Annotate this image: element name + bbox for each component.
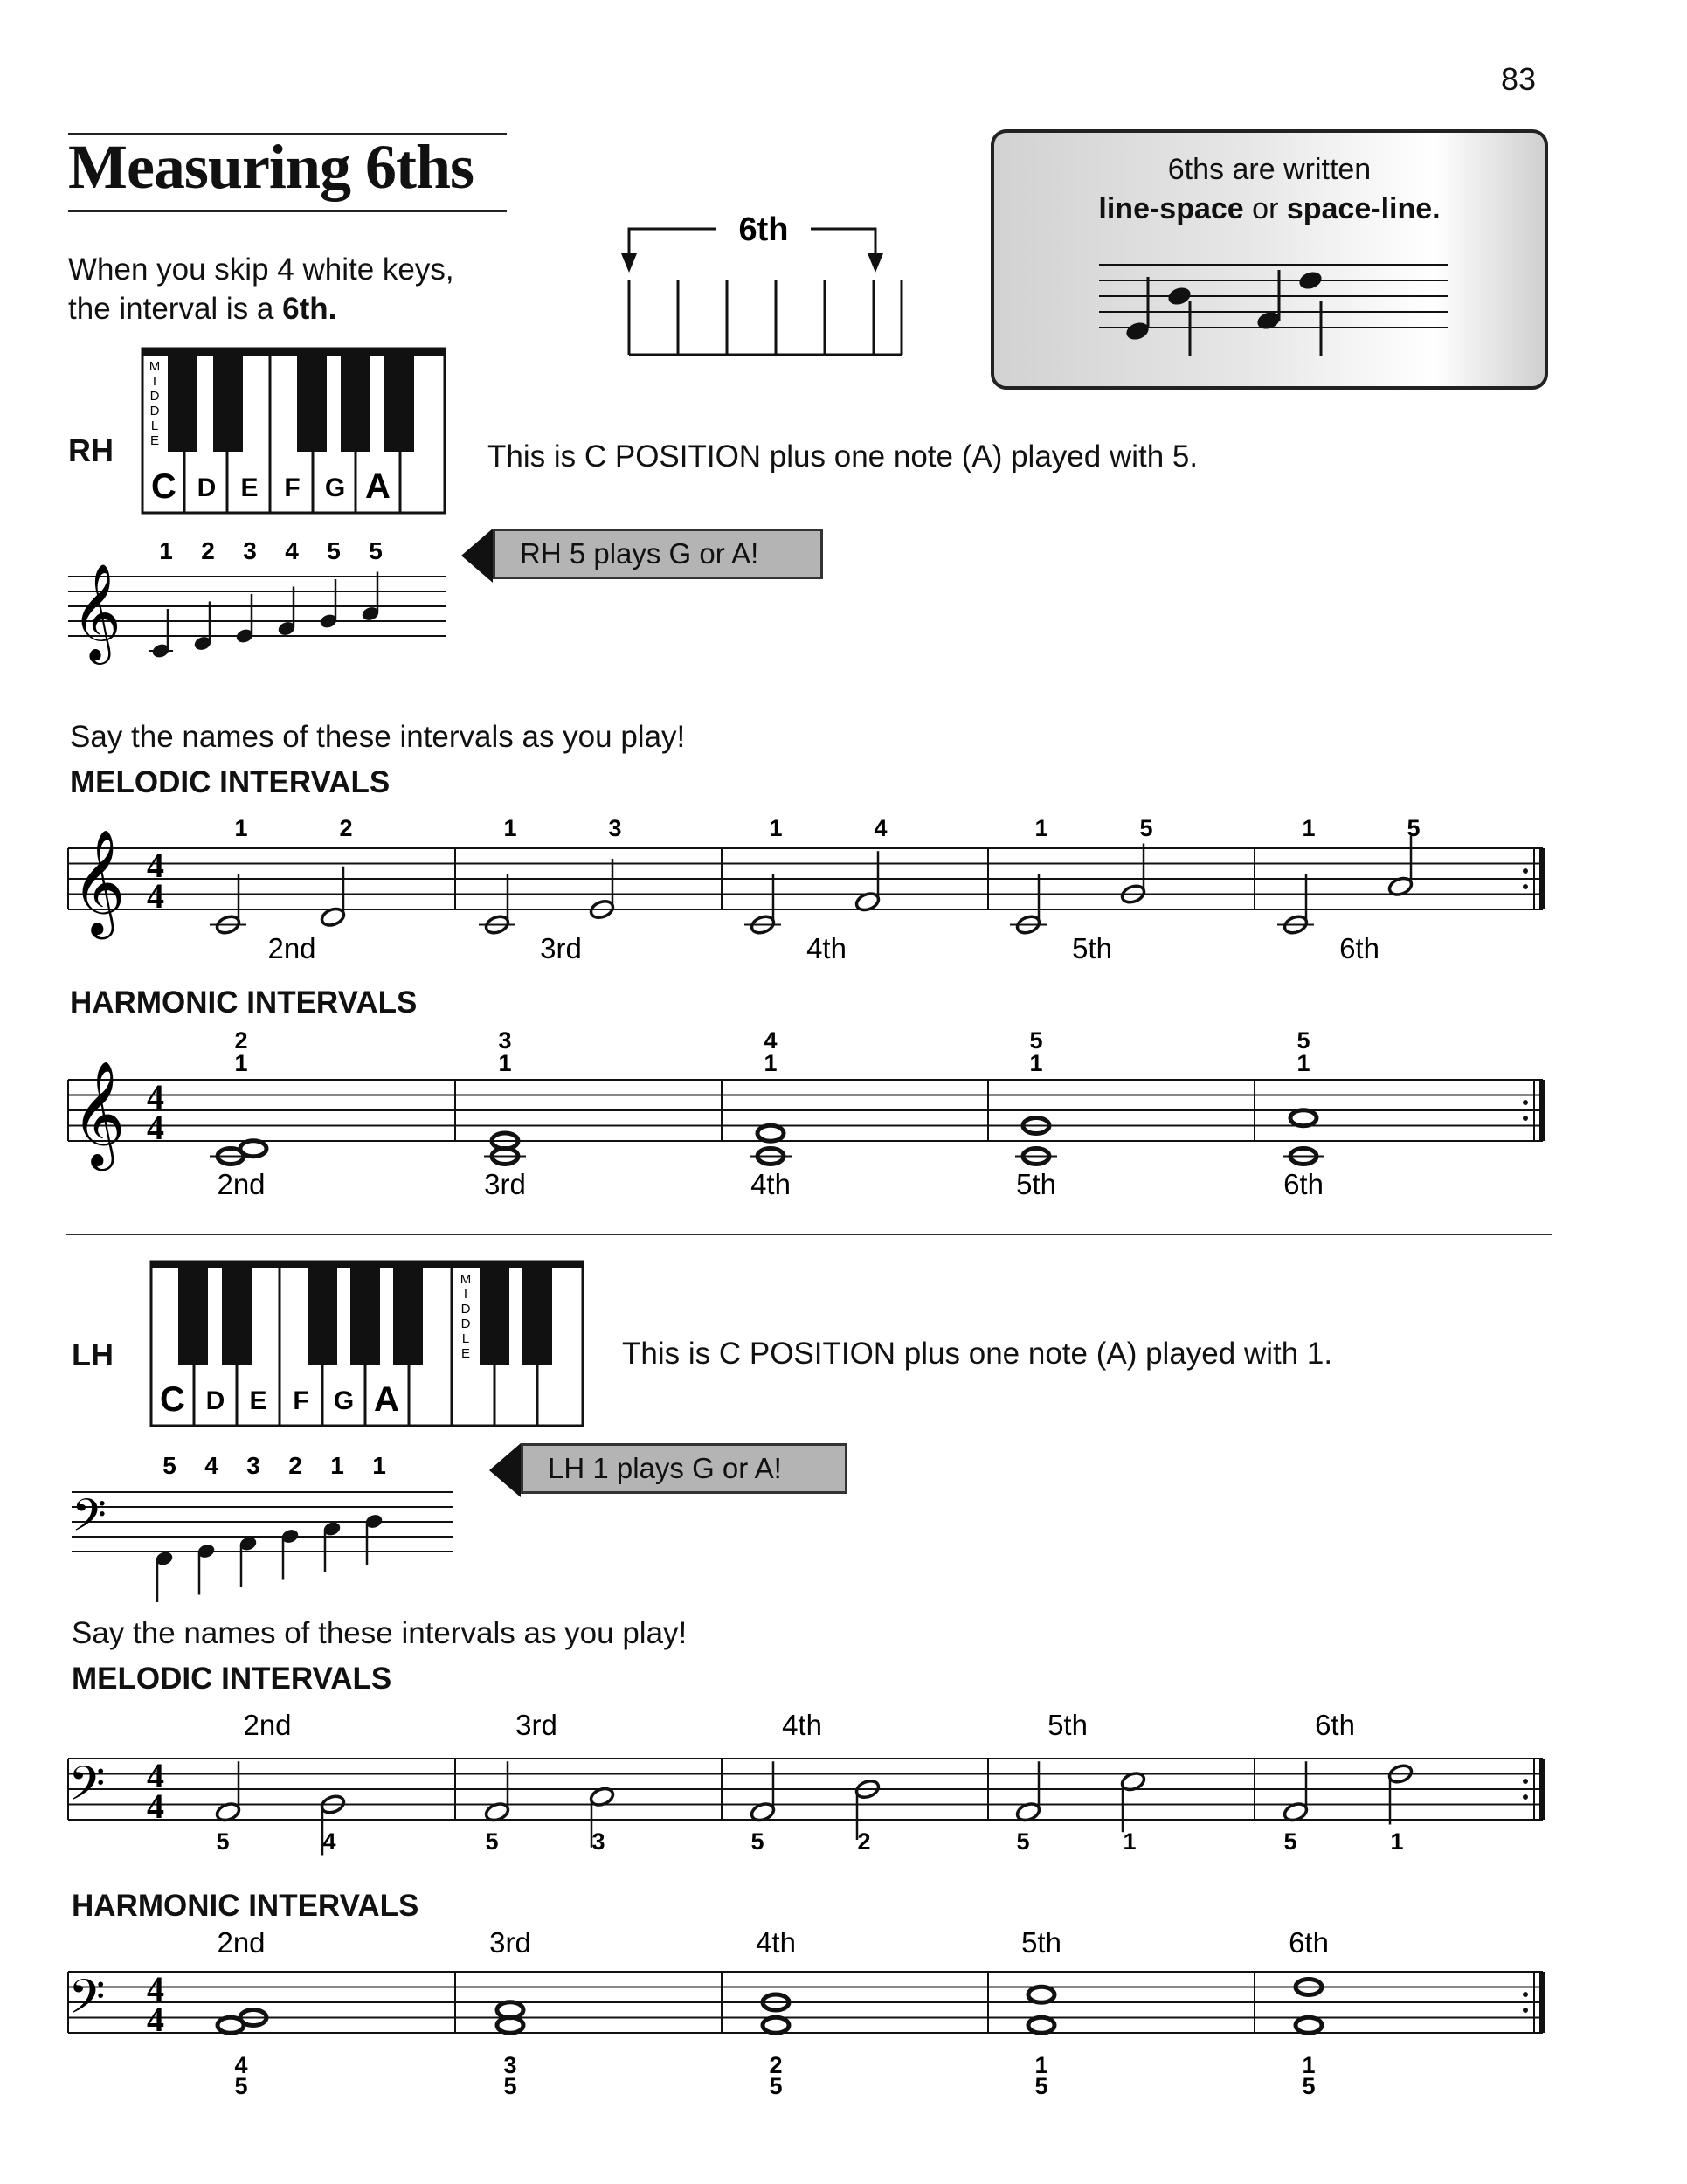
finger-number: 3 xyxy=(608,815,622,841)
interval-name: 4th xyxy=(782,1709,822,1741)
interval-name: 6th xyxy=(1283,1168,1324,1200)
page-title: Measuring 6ths xyxy=(68,132,474,202)
callout-staff xyxy=(1099,259,1448,356)
whole-note xyxy=(1028,1987,1054,2002)
finger-number: 5 xyxy=(485,1828,499,1855)
middle-label-letter: I xyxy=(463,1287,468,1302)
finger-number-bottom: 1 xyxy=(234,1050,248,1076)
time-signature-bottom: 4 xyxy=(147,1108,164,1147)
whole-note xyxy=(1290,1110,1317,1126)
finger-number: 1 xyxy=(1034,815,1048,841)
key-label: G xyxy=(333,1386,355,1415)
interval-name: 6th xyxy=(1289,1926,1329,1959)
treble-clef-icon: 𝄞 xyxy=(72,563,121,660)
whole-note xyxy=(757,1125,784,1141)
rh-label: RH xyxy=(68,432,114,468)
final-bar-thick xyxy=(1539,1080,1545,1141)
key-label: F xyxy=(284,473,301,502)
repeat-dot xyxy=(1523,1794,1528,1800)
lh-melodic-heading: MELODIC INTERVALS xyxy=(72,1662,392,1696)
callout-bold-2: space-line. xyxy=(1286,192,1441,225)
finger-number: 5 xyxy=(369,537,383,564)
middle-label-letter: E xyxy=(460,1346,471,1361)
key-label: D xyxy=(197,473,217,502)
finger-number: 4 xyxy=(285,537,299,564)
rh-tag-arrow-icon xyxy=(461,529,493,583)
key-label: F xyxy=(293,1386,309,1415)
sixth-interval-diagram xyxy=(603,210,917,358)
finger-number: 1 xyxy=(1123,1828,1137,1855)
finger-number: 5 xyxy=(327,537,341,564)
finger-number: 1 xyxy=(1302,815,1316,841)
callout-box xyxy=(991,129,1548,390)
finger-number: 5 xyxy=(216,1828,230,1855)
whole-note xyxy=(763,2017,789,2033)
finger-number: 3 xyxy=(591,1828,605,1855)
finger-number: 2 xyxy=(288,1452,302,1479)
staff-lines xyxy=(68,1759,1543,1820)
interval-name: 3rd xyxy=(515,1709,557,1741)
interval-name: 2nd xyxy=(217,1926,266,1959)
interval-name: 5th xyxy=(1072,932,1112,964)
finger-number: 3 xyxy=(246,1452,260,1479)
callout-line-1: 6ths are written xyxy=(1167,153,1372,186)
repeat-dot xyxy=(1523,868,1528,874)
key-label: E xyxy=(240,473,259,502)
finger-number-top: 3 xyxy=(503,2052,517,2078)
lh-label: LH xyxy=(72,1337,114,1372)
treble-clef-icon: 𝄞 xyxy=(72,828,126,935)
finger-number: 5 xyxy=(1139,815,1153,841)
interval-name: 2nd xyxy=(243,1709,292,1741)
rh-position-staff xyxy=(61,529,463,668)
lh-say-text: Say the names of these intervals as you play! xyxy=(72,1616,688,1650)
bass-clef-icon: 𝄢 xyxy=(68,1756,106,1823)
rh-description: This is C POSITION plus one note (A) played with 5. xyxy=(487,439,1199,473)
key-label: A xyxy=(365,467,391,506)
rh-tag: RH 5 plays G or A! xyxy=(493,529,823,579)
final-bar-thick xyxy=(1539,848,1545,909)
finger-number-top: 1 xyxy=(1034,2052,1048,2078)
middle-label-letter: E xyxy=(149,433,160,448)
finger-number-top: 3 xyxy=(498,1027,512,1054)
intro-line-2-bold: 6th. xyxy=(282,292,337,326)
finger-number: 2 xyxy=(201,537,215,564)
finger-number-top: 2 xyxy=(234,1027,248,1054)
middle-label-letter: L xyxy=(461,1331,470,1346)
key-label: G xyxy=(324,473,346,502)
interval-name: 4th xyxy=(750,1168,791,1200)
callout-bold-1: line-space xyxy=(1098,192,1244,225)
lh-harmonic-staff xyxy=(66,1926,1569,2110)
finger-number-top: 1 xyxy=(1302,2052,1316,2078)
finger-number-bottom: 1 xyxy=(1296,1050,1310,1076)
interval-name: 3rd xyxy=(489,1926,531,1959)
finger-number: 1 xyxy=(234,815,248,841)
finger-number-bottom: 5 xyxy=(234,2073,248,2099)
finger-number: 1 xyxy=(503,815,517,841)
middle-label-letter: D xyxy=(460,1317,471,1331)
finger-number-bottom: 1 xyxy=(1029,1050,1043,1076)
lh-tag-arrow-icon xyxy=(489,1443,521,1497)
finger-number: 1 xyxy=(330,1452,344,1479)
finger-number-bottom: 5 xyxy=(769,2073,783,2099)
finger-number-top: 5 xyxy=(1029,1027,1043,1054)
time-signature-top: 4 xyxy=(147,1077,164,1116)
finger-number-top: 4 xyxy=(234,2052,248,2078)
whole-note xyxy=(240,1141,266,1157)
finger-number: 4 xyxy=(204,1452,218,1479)
final-bar-thick xyxy=(1539,1759,1545,1820)
rh-melodic-staff xyxy=(66,817,1569,965)
key-label: A xyxy=(374,1380,399,1419)
repeat-dot xyxy=(1523,1116,1528,1121)
repeat-dot xyxy=(1523,1100,1528,1105)
interval-name: 2nd xyxy=(217,1168,266,1200)
key-label: C xyxy=(160,1380,185,1419)
middle-label-letter: I xyxy=(152,374,157,389)
sixth-label: 6th xyxy=(738,211,789,248)
callout-text xyxy=(994,150,1545,229)
whole-note xyxy=(1296,2017,1322,2033)
repeat-dot xyxy=(1523,1779,1528,1784)
lh-position-staff xyxy=(65,1443,467,1583)
finger-number-top: 4 xyxy=(764,1027,778,1054)
finger-number: 5 xyxy=(1283,1828,1297,1855)
repeat-dot xyxy=(1523,1992,1528,1997)
finger-number: 4 xyxy=(322,1828,336,1855)
rh-keyboard xyxy=(142,348,447,515)
finger-number: 1 xyxy=(159,537,173,564)
finger-number: 1 xyxy=(1390,1828,1404,1855)
rh-melodic-heading: MELODIC INTERVALS xyxy=(70,765,391,799)
lh-keyboard xyxy=(150,1261,585,1428)
intro-line-1: When you skip 4 white keys, xyxy=(68,252,454,287)
staff-lines xyxy=(68,848,1543,909)
finger-number-bottom: 5 xyxy=(1302,2073,1316,2099)
title-rule-bottom xyxy=(68,210,507,212)
callout-line-2 xyxy=(994,190,1545,229)
middle-label-letter: L xyxy=(150,418,159,433)
middle-label-letter: M xyxy=(149,359,161,374)
bass-clef-icon: 𝄢 xyxy=(68,1969,106,2036)
interval-name: 6th xyxy=(1339,932,1379,964)
key-label: D xyxy=(205,1386,225,1415)
finger-number-bottom: 5 xyxy=(1034,2073,1048,2099)
interval-name: 6th xyxy=(1315,1709,1355,1741)
finger-number: 3 xyxy=(243,537,257,564)
finger-number: 5 xyxy=(1016,1828,1030,1855)
time-signature-bottom: 4 xyxy=(147,1787,164,1826)
finger-number: 1 xyxy=(769,815,783,841)
lh-melodic-staff xyxy=(66,1708,1569,1865)
interval-name: 4th xyxy=(756,1926,796,1959)
finger-number: 4 xyxy=(874,815,888,841)
time-signature-top: 4 xyxy=(147,1756,164,1795)
repeat-dot xyxy=(1523,2008,1528,2013)
bass-clef-icon: 𝄢 xyxy=(72,1489,107,1552)
interval-name: 4th xyxy=(806,932,847,964)
key-label: C xyxy=(151,467,176,506)
intro-line-2-text: the interval is a xyxy=(68,292,283,326)
finger-number-bottom: 5 xyxy=(503,2073,517,2099)
lh-tag: LH 1 plays G or A! xyxy=(521,1443,847,1494)
middle-label-letter: D xyxy=(149,389,160,404)
middle-label-letter: D xyxy=(149,404,160,418)
finger-number: 5 xyxy=(750,1828,764,1855)
rh-say-text: Say the names of these intervals as you play! xyxy=(70,720,686,754)
interval-name: 3rd xyxy=(484,1168,526,1200)
interval-name: 5th xyxy=(1047,1709,1088,1741)
middle-label-letter: M xyxy=(460,1272,472,1287)
whole-note xyxy=(1028,2017,1054,2033)
middle-label-letter: D xyxy=(460,1302,471,1317)
time-signature-top: 4 xyxy=(147,1969,164,2008)
rh-harmonic-staff xyxy=(66,1022,1569,1206)
repeat-dot xyxy=(1523,884,1528,889)
finger-number-top: 2 xyxy=(769,2052,783,2078)
finger-number-top: 5 xyxy=(1296,1027,1310,1054)
finger-number: 5 xyxy=(162,1452,176,1479)
finger-number: 2 xyxy=(857,1828,871,1855)
intro-line-2 xyxy=(68,289,454,328)
interval-name: 2nd xyxy=(267,932,316,964)
finger-number: 5 xyxy=(1407,815,1421,841)
rh-harmonic-heading: HARMONIC INTERVALS xyxy=(70,985,418,1019)
finger-number-bottom: 1 xyxy=(764,1050,778,1076)
time-signature-bottom: 4 xyxy=(147,2000,164,2039)
intro-text xyxy=(68,250,454,328)
interval-name: 3rd xyxy=(540,932,582,964)
interval-name: 5th xyxy=(1021,1926,1061,1959)
lh-description: This is C POSITION plus one note (A) played with 1. xyxy=(622,1337,1333,1371)
key-label: E xyxy=(249,1386,267,1415)
section-divider xyxy=(66,1234,1552,1235)
treble-clef-icon: 𝄞 xyxy=(72,1060,126,1166)
finger-number: 1 xyxy=(372,1452,386,1479)
interval-name: 5th xyxy=(1016,1168,1056,1200)
page-number: 83 xyxy=(1501,61,1537,97)
staff-lines xyxy=(68,1080,1543,1141)
callout-mid: or xyxy=(1243,192,1287,225)
finger-number: 2 xyxy=(339,815,353,841)
lh-harmonic-heading: HARMONIC INTERVALS xyxy=(72,1889,419,1923)
time-signature-top: 4 xyxy=(147,846,164,885)
time-signature-bottom: 4 xyxy=(147,876,164,916)
final-bar-thick xyxy=(1539,1972,1545,2033)
finger-number-bottom: 1 xyxy=(498,1050,512,1076)
